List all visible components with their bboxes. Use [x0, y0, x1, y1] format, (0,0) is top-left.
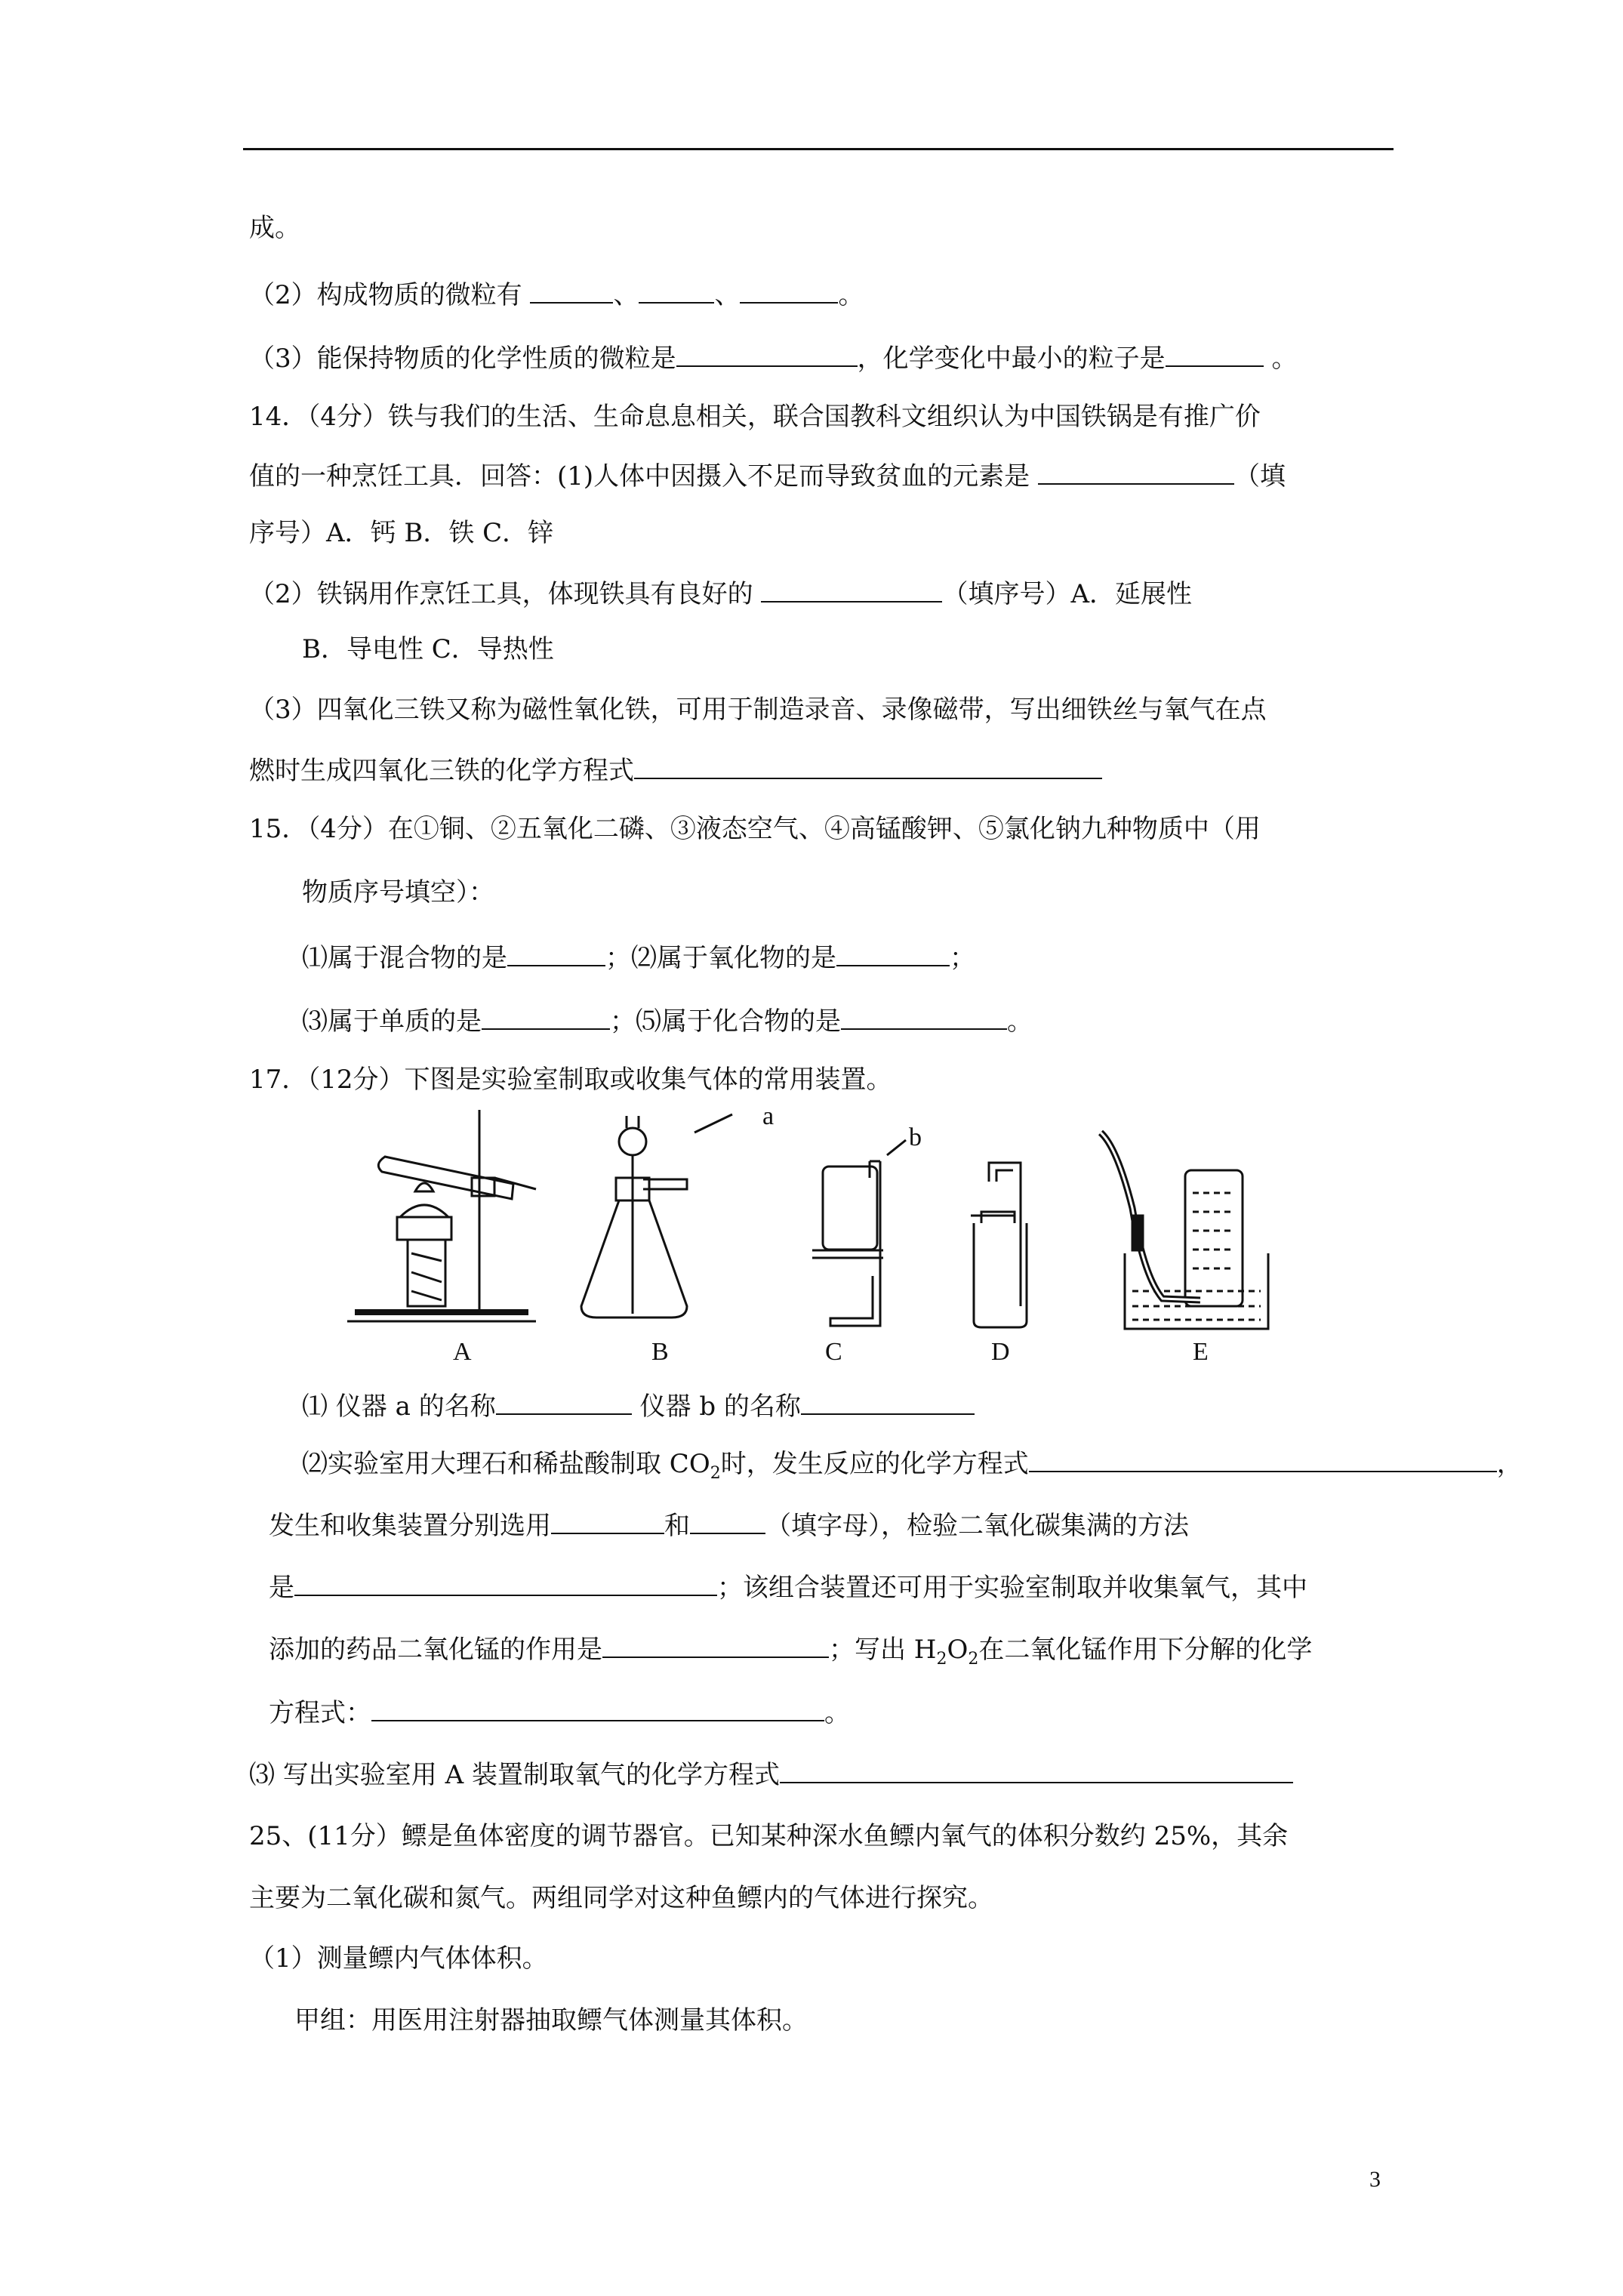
apparatus-label-c: C: [825, 1338, 842, 1366]
text-line-11: 15．（4分）在①铜、②五氧化二磷、③液态空气、④高锰酸钾、⑤氯化钠九种物质中（用: [249, 814, 1261, 844]
text-line-12: 物质序号填空）：: [302, 877, 494, 908]
apparatus-label-b: B: [651, 1338, 669, 1366]
apparatus-a-icon: [347, 1110, 536, 1321]
apparatus-e-icon: [1101, 1133, 1268, 1329]
apparatus-svg: [332, 1102, 1329, 1374]
text-line-21: 方程式： 。: [269, 1694, 850, 1730]
text-line-10: 燃时生成四氧化三铁的化学方程式: [249, 752, 1102, 787]
text-line-17: ⑵实验室用大理石和稀盐酸制取 $CO_2$时，发生反应的化学方程式 ，: [302, 1445, 1523, 1490]
text-line-15: 17．（12分）下图是实验室制取或收集气体的常用装置。: [249, 1065, 892, 1095]
apparatus-label-d: D: [991, 1338, 1010, 1366]
text-line-4: 14．（4分）铁与我们的生活、生命息息相关，联合国教科文组织认为中国铁锅是有推广价: [249, 402, 1261, 432]
text-line-14: ⑶属于单质的是 ；⑸属于化合物的是 。: [302, 1003, 1033, 1038]
text-line-20: 添加的药品二氧化锰的作用是 ；写出 $H_2O_2$在二氧化锰作用下分解的化学: [269, 1631, 1312, 1676]
text-line-25: （1）测量鳔内气体体积。: [249, 1943, 548, 1974]
text-line-26: 甲组：用医用注射器抽取鳔气体测量其体积。: [294, 2005, 808, 2036]
page-number: 3: [1369, 2167, 1381, 2192]
text-line-16: ⑴ 仪器 a 的名称 仪器 b 的名称: [302, 1388, 975, 1423]
apparatus-label-a: A: [453, 1338, 472, 1366]
text-line-5: 值的一种烹饪工具．回答：(1)人体中因摄入不足而导致贫血的元素是 （填: [249, 458, 1286, 493]
text-line-3: （3）能保持物质的化学性质的微粒是 ，化学变化中最小的粒子是 。: [249, 340, 1297, 375]
pointer-label-a: a: [762, 1102, 775, 1130]
text-line-1: 成。: [249, 213, 300, 243]
apparatus-label-e: E: [1193, 1338, 1209, 1366]
text-line-8: B．导电性 C．导热性: [302, 634, 554, 664]
text-line-13: ⑴属于混合物的是 ；⑵属于氧化物的是 ；: [302, 939, 975, 975]
pointer-label-b: b: [909, 1123, 922, 1151]
apparatus-d-icon: [971, 1163, 1027, 1327]
text-line-7: （2）铁锅用作烹饪工具，体现铁具有良好的 （填序号）A．延展性: [249, 575, 1192, 611]
text-line-23: 25、(11分）鳔是鱼体密度的调节器官。已知某种深水鱼鳔内氧气的体积分数约 25%，其余: [249, 1821, 1289, 1851]
apparatus-diagram: [332, 1102, 1329, 1374]
text-line-9: （3）四氧化三铁又称为磁性氧化铁，可用于制造录音、录像磁带，写出细铁丝与氧气在点: [249, 695, 1267, 725]
text-line-19: 是 ；该组合装置还可用于实验室制取并收集氧气，其中: [269, 1569, 1307, 1604]
apparatus-b-icon: [581, 1114, 732, 1318]
text-line-2: （2）构成物质的微粒有 、 、 。: [249, 276, 864, 312]
text-line-18: 发生和收集装置分别选用 和 （填字母），检验二氧化碳集满的方法: [269, 1507, 1189, 1542]
text-line-6: 序号）A．钙 B．铁 C．锌: [249, 518, 554, 548]
header-rule: [243, 148, 1394, 150]
apparatus-c-icon: [812, 1140, 906, 1326]
text-line-22: ⑶ 写出实验室用 A 装置制取氧气的化学方程式: [249, 1756, 1293, 1792]
text-line-24: 主要为二氧化碳和氮气。两组同学对这种鱼鳔内的气体进行探究。: [249, 1883, 993, 1913]
